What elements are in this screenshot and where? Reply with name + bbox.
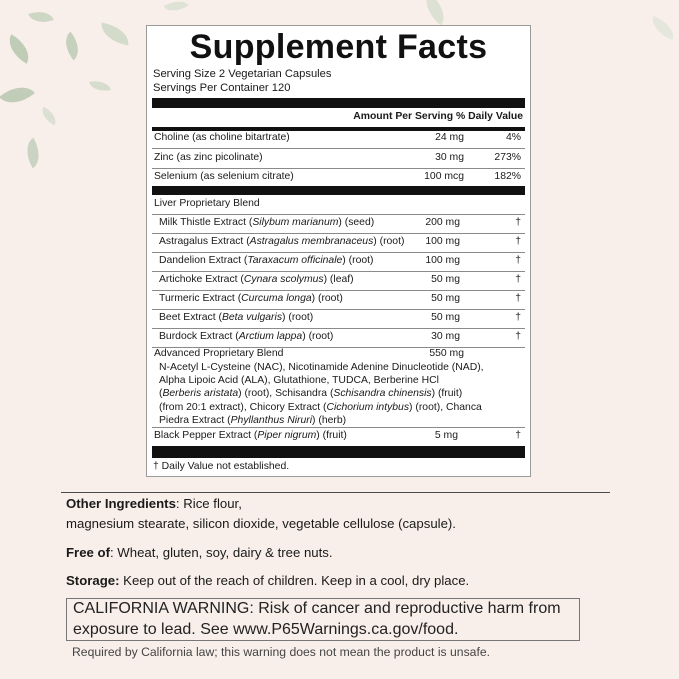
ingredient-dv: † <box>515 217 521 228</box>
blend-ingredient-row <box>152 252 525 270</box>
ingredient-line: (from 20:1 extract), Chicory Extract (Cichorium intybus) (root), Chanca <box>159 401 482 413</box>
advanced-blend-amount: 550 mg <box>429 348 464 359</box>
nutrient-dv: 182% <box>494 171 521 182</box>
thick-divider <box>152 98 525 108</box>
blend-ingredient-row <box>152 271 525 289</box>
ingredient-name: Milk Thistle Extract (Silybum marianum) (seed) <box>159 217 375 228</box>
thick-divider <box>152 446 525 458</box>
ingredient-amount: 100 mg <box>425 236 460 247</box>
ingredient-dv: † <box>515 331 521 342</box>
ingredient-amount: 50 mg <box>431 312 460 323</box>
nutrient-row <box>152 149 525 167</box>
ingredient-dv: † <box>515 255 521 266</box>
blend-ingredient-row <box>152 328 525 346</box>
ingredient-name: Astragalus Extract (Astragalus membranaceus) (root) <box>159 236 405 247</box>
blend-title-row <box>152 195 525 213</box>
nutrient-name: Choline (as choline bitartrate) <box>154 132 290 143</box>
advanced-blend-ingredients <box>159 361 484 427</box>
serving-size: Serving Size 2 Vegetarian Capsules <box>153 68 332 80</box>
nutrient-row <box>152 129 525 147</box>
section-divider <box>61 492 610 493</box>
ingredient-dv: † <box>515 236 521 247</box>
ingredient-amount: 200 mg <box>425 217 460 228</box>
ingredient-name: Beet Extract (Beta vulgaris) (root) <box>159 312 314 323</box>
servings-per-container: Servings Per Container 120 <box>153 82 291 94</box>
nutrient-amount: 30 mg <box>435 152 464 163</box>
ingredient-dv: † <box>515 312 521 323</box>
nutrient-dv: 273% <box>494 152 521 163</box>
warning-label: CALIFORNIA WARNING: <box>73 600 254 617</box>
blend-title: Liver Proprietary Blend <box>154 198 260 209</box>
ingredient-line: Piedra Extract (Phyllanthus Niruri) (herb) <box>159 414 347 426</box>
required-note: Required by California law; this warning does not mean the product is unsafe. <box>72 645 490 659</box>
column-header: Amount Per Serving % Daily Value <box>353 111 523 122</box>
ingredient-name: Dandelion Extract (Taraxacum officinale) (root) <box>159 255 374 266</box>
ingredient-amount: 30 mg <box>431 331 460 342</box>
ingredient-name: Black Pepper Extract (Piper nigrum) (fruit) <box>154 430 347 441</box>
footnote: † Daily Value not established. <box>153 461 290 472</box>
other-ingredients-line2: magnesium stearate, silicon dioxide, vegetable cellulose (capsule). <box>66 516 456 531</box>
nutrient-row <box>152 168 525 186</box>
storage: Storage: Keep out of the reach of children. Keep in a cool, dry place. <box>66 573 470 588</box>
pepper-row <box>152 427 525 445</box>
ingredient-amount: 50 mg <box>431 274 460 285</box>
nutrient-amount: 100 mcg <box>424 171 464 182</box>
ingredient-amount: 5 mg <box>434 430 458 441</box>
other-ingredients: Other Ingredients: Rice flour, <box>66 496 242 511</box>
ingredient-line: N-Acetyl L-Cysteine (NAC), Nicotinamide Adenine Dinucleotide (NAD), <box>159 362 484 373</box>
panel-title: Supplement Facts <box>189 28 488 66</box>
blend-ingredient-row <box>152 290 525 308</box>
nutrient-name: Selenium (as selenium citrate) <box>154 171 294 182</box>
thick-divider <box>152 186 525 195</box>
ingredient-name: Burdock Extract (Arctium lappa) (root) <box>159 331 334 342</box>
ingredient-line: Alpha Lipoic Acid (ALA), Glutathione, TUDCA, Berberine HCl <box>159 375 439 387</box>
ingredient-name: Turmeric Extract (Curcuma longa) (root) <box>159 293 343 304</box>
ingredient-line: (Berberis aristata) (root), Schisandra (Schisandra chinensis) (fruit) <box>159 388 463 400</box>
blend-ingredient-row <box>152 233 525 251</box>
blend-ingredient-row <box>152 309 525 327</box>
ingredient-amount: 50 mg <box>431 293 460 304</box>
ingredient-name: Artichoke Extract (Cynara scolymus) (leaf) <box>159 274 354 285</box>
california-warning: CALIFORNIA WARNING: Risk of cancer and reproductive harm from exposure to lead. See www.P65Warnings.ca.gov/food. <box>66 598 580 641</box>
ingredient-dv: † <box>515 293 521 304</box>
nutrient-name: Zinc (as zinc picolinate) <box>154 152 263 163</box>
ingredient-dv: † <box>515 274 521 285</box>
advanced-blend-title: Advanced Proprietary Blend <box>154 348 284 359</box>
blend-ingredient-row <box>152 214 525 232</box>
nutrient-amount: 24 mg <box>435 132 464 143</box>
supplement-facts-panel <box>146 25 531 477</box>
ingredient-amount: 100 mg <box>425 255 460 266</box>
free-of: Free of: Wheat, gluten, soy, dairy & tree nuts. <box>66 545 333 560</box>
ingredient-dv: † <box>515 430 521 441</box>
nutrient-dv: 4% <box>505 132 521 143</box>
